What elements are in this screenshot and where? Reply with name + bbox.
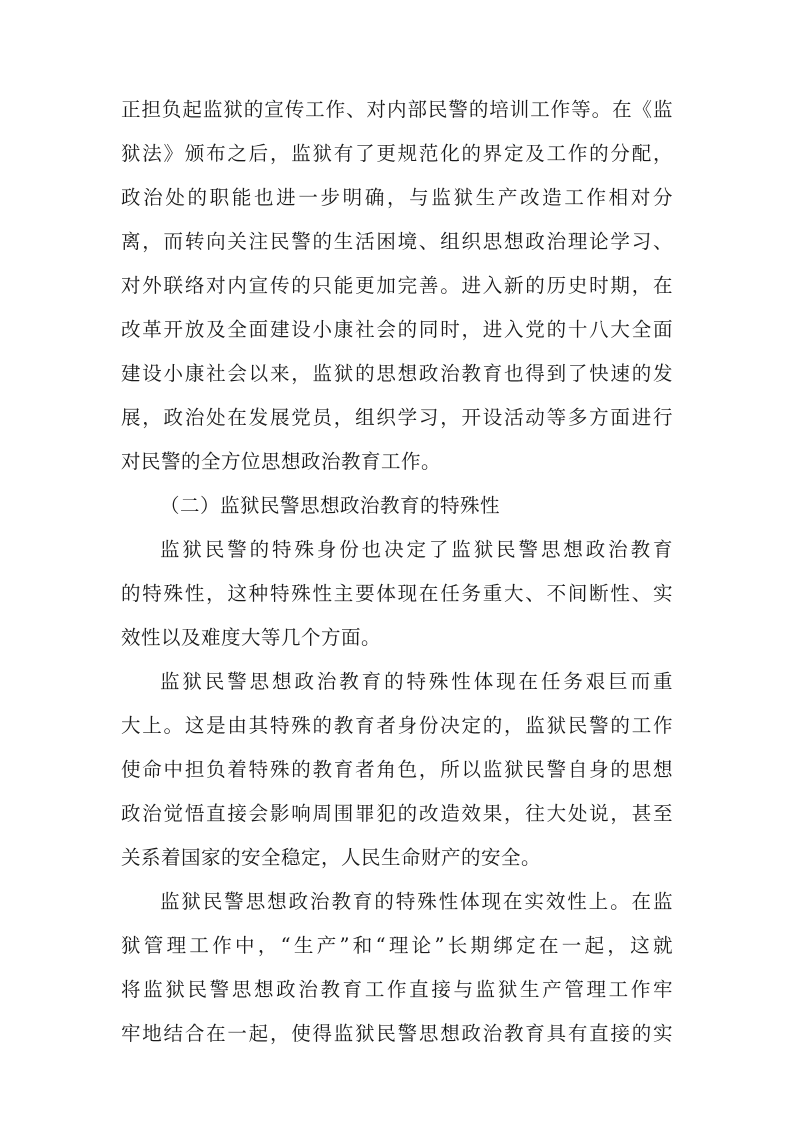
text-line: 狱管理工作中，“生产”和“理论”长期绑定在一起，这就 [121,934,673,957]
text-line: 建设小康社会以来，监狱的思想政治教育也得到了快速的发 [121,362,673,385]
text-line: 对民警的全方位思想政治教育工作。 [121,450,442,473]
paragraph-first-line: 监狱民警的特殊身份也决定了监狱民警思想政治教育 [160,538,673,561]
text-line: 牢地结合在一起，使得监狱民警思想政治教育具有直接的实 [121,1022,673,1045]
text-line: 政治处的职能也进一步明确，与监狱生产改造工作相对分 [121,186,673,209]
text-line: 狱法》颁布之后，监狱有了更规范化的界定及工作的分配， [121,142,673,165]
text-line: 离，而转向关注民警的生活困境、组织思想政治理论学习、 [121,230,673,253]
text-line: 的特殊性，这种特殊性主要体现在任务重大、不间断性、实 [121,582,673,605]
text-line: 改革开放及全面建设小康社会的同时，进入党的十八大全面 [121,318,673,341]
text-line: 展，政治处在发展党员，组织学习，开设活动等多方面进行 [121,406,673,429]
paragraph-first-line: 监狱民警思想政治教育的特殊性体现在任务艰巨而重 [160,670,673,693]
text-line: 对外联络对内宣传的只能更加完善。进入新的历史时期，在 [121,274,673,297]
text-line: 关系着国家的安全稳定，人民生命财产的安全。 [121,846,542,869]
text-line: 将监狱民警思想政治教育工作直接与监狱生产管理工作牢 [121,978,673,1001]
text-line: 效性以及难度大等几个方面。 [121,626,382,649]
text-line: 大上。这是由其特殊的教育者身份决定的，监狱民警的工作 [121,714,673,737]
text-line: 正担负起监狱的宣传工作、对内部民警的培训工作等。在《监 [121,98,673,121]
paragraph-first-line: 监狱民警思想政治教育的特殊性体现在实效性上。在监 [160,890,673,913]
section-heading: （二）监狱民警思想政治教育的特殊性 [160,494,501,517]
text-line: 政治觉悟直接会影响周围罪犯的改造效果，往大处说，甚至 [121,802,673,825]
text-line: 使命中担负着特殊的教育者角色，所以监狱民警自身的思想 [121,758,673,781]
